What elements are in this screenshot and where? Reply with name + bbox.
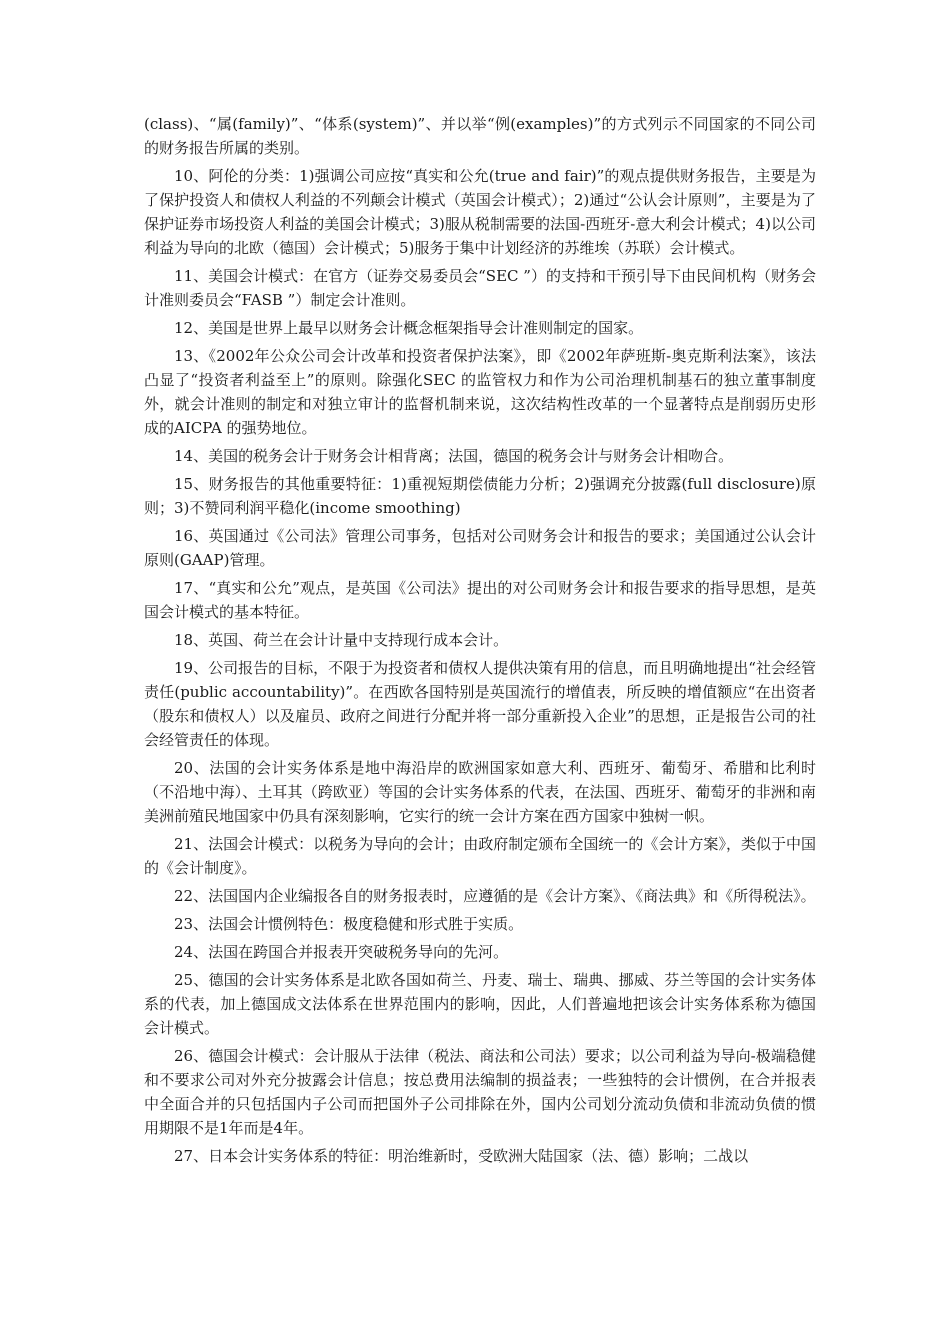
paragraph-18: 18、英国、荷兰在会计计量中支持现行成本会计。 bbox=[174, 631, 509, 649]
paragraph-11: 11、美国会计模式：在官方（证券交易委员会“SEC ”）的支持和干预引导下由民间机构（财务会计准则委员会“FASB ”）制定会计准则。 bbox=[144, 267, 816, 309]
paragraph-13: 13、《2002年公众公司会计改革和投资者保护法案》，即《2002年萨班斯-奥克斯利法案》，该法凸显了“投资者利益至上”的原则。除强化SEC 的监管权力和作为公司治理机制基石的独立董事制度外，就会计准则的制定和对独立审计的监督机制来说，这次结构性改革的一个显著特点是削弱历史形成的AICPA 的强势地位。 bbox=[144, 347, 816, 437]
paragraph-10: 10、阿伦的分类：1)强调公司应按“真实和公允(true and fair)”的观点提供财务报告，主要是为了保护投资人和债权人利益的不列颠会计模式（英国会计模式）；2)通过“公认会计原则”，主要是为了保护证券市场投资人利益的美国会计模式；3)服从税制需要的法国-西班牙-意大利会计模式；4)以公司利益为导向的北欧（德国）会计模式；5)服务于集中计划经济的苏维埃（苏联）会计模式。 bbox=[144, 167, 816, 257]
document-page bbox=[144, 112, 816, 1172]
paragraph-20: 20、法国的会计实务体系是地中海沿岸的欧洲国家如意大利、西班牙、葡萄牙、希腊和比利时（不沿地中海）、土耳其（跨欧亚）等国的会计实务体系的代表，在法国、西班牙、葡萄牙的非洲和南美洲前殖民地国家中仍具有深刻影响，它实行的统一会计方案在西方国家中独树一帜。 bbox=[144, 759, 816, 825]
paragraph-23: 23、法国会计惯例特色：极度稳健和形式胜于实质。 bbox=[174, 915, 524, 933]
paragraph-19: 19、公司报告的目标，不限于为投资者和债权人提供决策有用的信息，而且明确地提出“社会经管责任(public accountability)”。在西欧各国特别是英国流行的增值表，所反映的增值额应“在出资者（股东和债权人）以及雇员、政府之间进行分配并将一部分重新投入企业”的思想，正是报告公司的社会经管责任的体现。 bbox=[144, 659, 816, 749]
paragraph-12: 12、美国是世界上最早以财务会计概念框架指导会计准则制定的国家。 bbox=[174, 319, 644, 337]
paragraph-24: 24、法国在跨国合并报表开突破税务导向的先河。 bbox=[174, 943, 509, 961]
paragraph-15: 15、财务报告的其他重要特征：1)重视短期偿债能力分析；2)强调充分披露(full disclosure)原则；3)不赞同利润平稳化(income smoothing) bbox=[144, 475, 816, 517]
paragraph-22: 22、法国国内企业编报各自的财务报表时，应遵循的是《会计方案》、《商法典》和《所得税法》。 bbox=[174, 887, 816, 905]
paragraph-16: 16、英国通过《公司法》管理公司事务，包括对公司财务会计和报告的要求；美国通过公认会计原则(GAAP)管理。 bbox=[144, 527, 816, 569]
paragraph-25: 25、德国的会计实务体系是北欧各国如荷兰、丹麦、瑞士、瑞典、挪威、芬兰等国的会计实务体系的代表，加上德国成文法体系在世界范围内的影响，因此，人们普遍地把该会计实务体系称为德国会计模式。 bbox=[144, 971, 816, 1037]
paragraph-17: 17、“真实和公允”观点，是英国《公司法》提出的对公司财务会计和报告要求的指导思想，是英国会计模式的基本特征。 bbox=[144, 579, 816, 621]
paragraph-21: 21、法国会计模式：以税务为导向的会计；由政府制定颁布全国统一的《会计方案》，类似于中国的《会计制度》。 bbox=[144, 835, 816, 877]
paragraph-27: 27、日本会计实务体系的特征：明治维新时，受欧洲大陆国家（法、德）影响；二战以 bbox=[174, 1147, 749, 1165]
paragraph-14: 14、美国的税务会计于财务会计相背离；法国，德国的税务会计与财务会计相吻合。 bbox=[174, 447, 734, 465]
paragraph-26: 26、德国会计模式：会计服从于法律（税法、商法和公司法）要求；以公司利益为导向-极端稳健和不要求公司对外充分披露会计信息；按总费用法编制的损益表；一些独特的会计惯例，在合并报表中全面合并的只包括国内子公司而把国外子公司排除在外，国内公司划分流动负债和非流动负债的惯用期限不是1年而是4年。 bbox=[144, 1047, 816, 1137]
paragraph-classification-continued: (class)、“属(family)”、“体系(system)”、并以举“例(examples)”的方式列示不同国家的不同公司的财务报告所属的类别。 bbox=[144, 115, 816, 157]
